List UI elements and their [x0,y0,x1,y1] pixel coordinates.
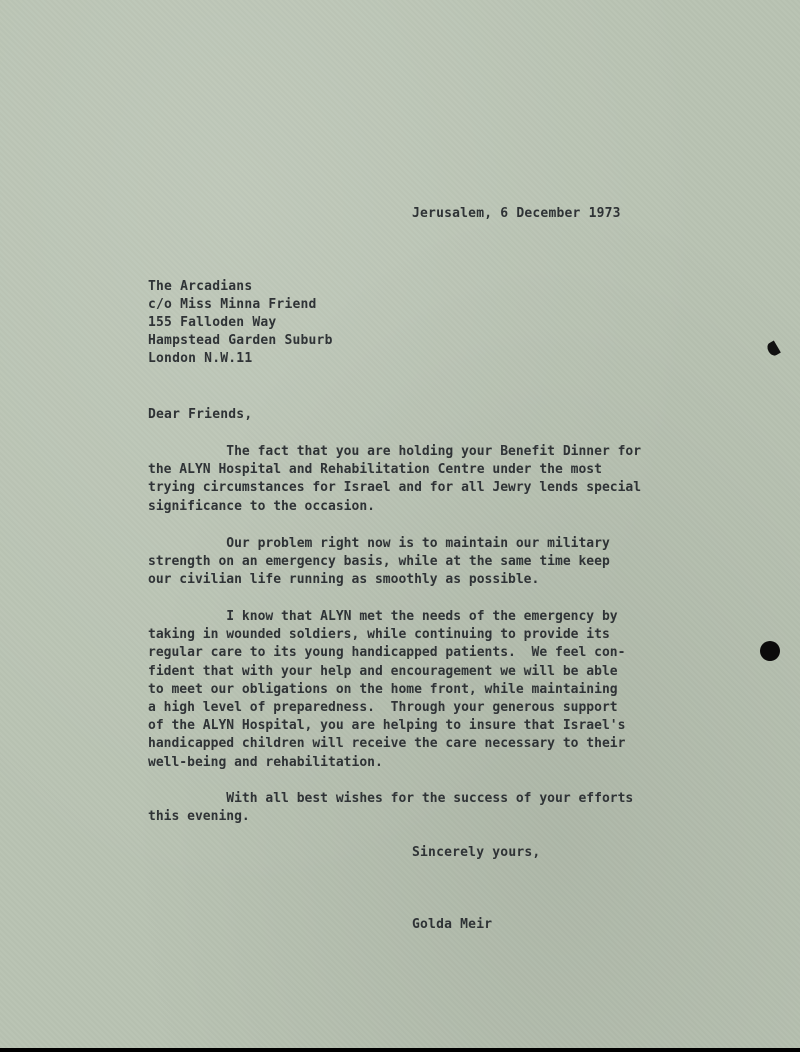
paragraph-line: strength on an emergency basis, while at the same time keep [148,554,610,570]
paragraph-line: With all best wishes for the success of your efforts [148,791,634,806]
paragraph-line: to meet our obligations on the home front, while maintaining [148,681,618,697]
paper-mark [765,340,781,357]
address-line: The Arcadians [148,279,253,294]
address-line: c/o Miss Minna Friend [148,297,317,312]
signature-name: Golda Meir [412,917,493,932]
paragraph-line: Our problem right now is to maintain our military [148,536,610,551]
address-line: 155 Falloden Way [148,315,277,330]
paragraph-line: handicapped children will receive the care necessary to their [148,736,626,752]
page-bottom-edge [0,1048,800,1052]
paragraph-line: taking in wounded soldiers, while continuing to provide its [148,627,610,643]
punch-hole [760,641,780,661]
date-line: Jerusalem, 6 December 1973 [412,206,621,221]
paragraph-line: regular care to its young handicapped patients. We feel con- [148,645,626,661]
paragraph-line: trying circumstances for Israel and for all Jewry lends special [148,480,642,496]
closing: Sincerely yours, [412,845,541,860]
recipient-address [148,278,333,368]
body-paragraph-3 [148,608,658,772]
paragraph-line: The fact that you are holding your Benefit Dinner for [148,444,642,459]
paragraph-line: significance to the occasion. [148,498,375,514]
paragraph-line: our civilian life running as smoothly as possible. [148,572,540,588]
address-line: London N.W.11 [148,351,253,366]
paragraph-line: the ALYN Hospital and Rehabilitation Centre under the most [148,462,602,478]
body-paragraph-2 [148,535,658,590]
paragraph-line: fident that with your help and encouragement we will be able [148,663,618,679]
address-line: Hampstead Garden Suburb [148,333,333,348]
paragraph-line: I know that ALYN met the needs of the emergency by [148,609,618,624]
paragraph-line: of the ALYN Hospital, you are helping to insure that Israel's [148,718,626,734]
paragraph-line: this evening. [148,809,250,825]
body-paragraph-4 [148,790,658,826]
paragraph-line: well-being and rehabilitation. [148,754,383,770]
paragraph-line: a high level of preparedness. Through your generous support [148,700,618,716]
body-paragraph-1 [148,443,658,516]
salutation: Dear Friends, [148,407,253,422]
